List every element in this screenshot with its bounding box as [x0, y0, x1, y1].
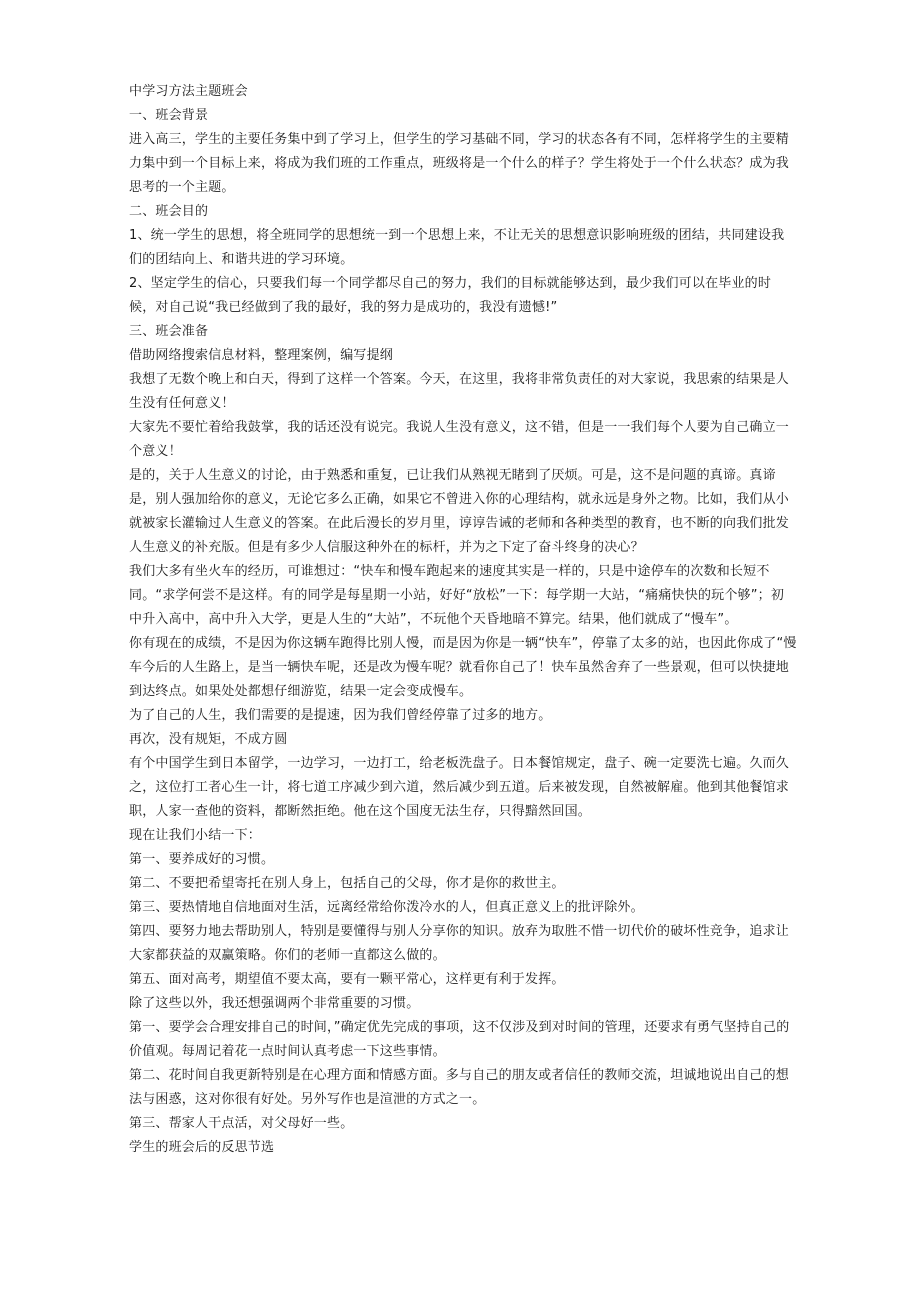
list-item: 第一、要学会合理安排自己的时间，”确定优先完成的事项，这不仅涉及到对时间的管理，还要求有勇气坚持自己的价值观。每周记着花一点时间认真考虑一下这些事情。	[129, 1020, 790, 1059]
list-item: 第二、花时间自我更新特别是在心理方面和情感方面。多与自己的朋友或者信任的教师交流，坦诚地说出自己的想法与困惑，这对你很有好处。另外写作也是渲泄的方式之一。	[129, 1068, 790, 1107]
paragraph: 我们大多有坐火车的经历，可谁想过：“快车和慢车跑起来的速度其实是一样的，只是中途停车的次数和长短不同。“求学何尝不是这样。有的同学是每星期一小站，好好“放松”一下：每学期一大站，“痛痛快快的玩个够”；初中升入高中，高中升入大学，更是人生的“大站”，不玩他个天昏地暗不算完。结果，他们就成了“慢车”。	[129, 564, 785, 627]
paragraph: 借助网络搜索信息材料，整理案例，编写提纲	[129, 348, 394, 363]
paragraph: 我想了无数个晚上和白天，得到了这样一个答案。今天，在这里，我将非常负责任的对大家说，我思索的结果是人生没有任何意义！	[129, 372, 790, 411]
list-item: 第四、要努力地去帮助别人，特别是要懂得与别人分享你的知识。放弃为取胜不惜一切代价的破坏性竞争，追求让大家都获益的双赢策略。你们的老师一直都这么做的。	[129, 924, 790, 963]
paragraph: 2、坚定学生的信心，只要我们每一个同学都尽自己的努力，我们的目标就能够达到，最少我们可以在毕业的时候，对自己说“我已经做到了我的最好，我的努力是成功的，我没有遗憾!”	[129, 276, 772, 315]
paragraph: 1、统一学生的思想，将全班同学的思想统一到一个思想上来，不让无关的思想意识影响班级的团结，共同建设我们的团结向上、和谐共进的学习环境。	[129, 228, 785, 267]
section-heading: 一、班会背景	[129, 108, 209, 123]
document-body	[129, 80, 797, 1160]
list-item: 第五、面对高考，期望值不要太高，要有一颗平常心，这样更有利于发挥。	[129, 972, 565, 987]
paragraph: 是的，关于人生意义的讨论，由于熟悉和重复，已让我们从熟视无睹到了厌烦。可是，这不是问题的真谛。真谛是，别人强加给你的意义，无论它多么正确，如果它不曾进入你的心理结构，就永远是身外之物。比如，我们从小就被家长灌输过人生意义的答案。在此后漫长的岁月里，谆谆告诫的老师和各种类型的教育，也不断的向我们批发人生意义的补充版。但是有多少人信服这种外在的标杆，并为之下定了奋斗终身的决心？	[129, 468, 790, 555]
section-heading: 三、班会准备	[129, 324, 209, 339]
paragraph: 为了自己的人生，我们需要的是提速，因为我们曾经停靠了过多的地方。	[129, 708, 552, 723]
paragraph: 再次，没有规矩，不成方圆	[129, 732, 288, 747]
paragraph: 大家先不要忙着给我鼓掌，我的话还没有说完。我说人生没有意义，这不错，但是一一我们每个人要为自己确立一个意义！	[129, 420, 790, 459]
paragraph: 进入高三，学生的主要任务集中到了学习上，但学生的学习基础不同，学习的状态各有不同，怎样将学生的主要精力集中到一个目标上来，将成为我们班的工作重点，班级将是一个什么的样子？学生将处于一个什么状态？成为我思考的一个主题。	[129, 132, 790, 195]
document-title: 中学习方法主题班会	[129, 84, 248, 99]
list-item: 第三、要热情地自信地面对生活，远离经常给你泼冷水的人，但真正意义上的批评除外。	[129, 900, 644, 915]
paragraph: 除了这些以外，我还想强调两个非常重要的习惯。	[129, 996, 420, 1011]
paragraph: 有个中国学生到日本留学，一边学习，一边打工，给老板洗盘子。日本餐馆规定，盘子、碗一定要洗七遍。久而久之，这位打工者心生一计，将七道工序减少到六道，然后减少到五道。后来被发现，自然被解雇。他到其他餐馆求职，人家一查他的资料，都断然拒绝。他在这个国度无法生存，只得黯然回国。	[129, 756, 790, 819]
section-heading: 二、班会目的	[129, 204, 209, 219]
paragraph: 现在让我们小结一下：	[129, 828, 262, 843]
list-item: 第三、帮家人干点活，对父母好一些。	[129, 1116, 354, 1131]
paragraph: 学生的班会后的反思节选	[129, 1140, 275, 1155]
list-item: 第二、不要把希望寄托在别人身上，包括自己的父母，你才是你的救世主。	[129, 876, 565, 891]
list-item: 第一、要养成好的习惯。	[129, 852, 275, 867]
paragraph: 你有现在的成绩，不是因为你这辆车跑得比别人慢，而是因为你是一辆“快车”，停靠了太多的站，也因此你成了“慢车今后的人生路上，是当一辆快车呢，还是改为慢车呢？就看你自己了！快车虽然舍弃了一些景观，但可以快捷地到达终点。如果处处都想仔细游览，结果一定会变成慢车。	[129, 636, 797, 699]
